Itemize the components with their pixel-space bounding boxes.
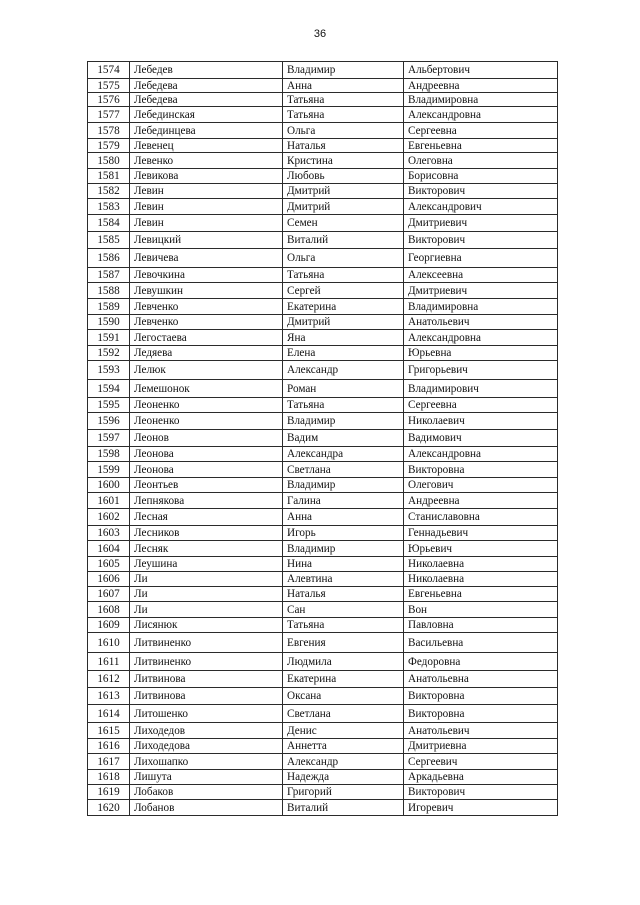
- table-row: [88, 153, 558, 169]
- surname-cell: Лебединцева: [130, 123, 283, 139]
- surname-cell: Лебединская: [130, 107, 283, 123]
- first-name-cell: Татьяна: [283, 107, 404, 123]
- table-row: [88, 618, 558, 633]
- patronymic-cell: Федоровна: [404, 653, 558, 671]
- first-name-cell: Евгения: [283, 633, 404, 653]
- surname-cell: Лемешонок: [130, 380, 283, 398]
- first-name-cell: Владимир: [283, 413, 404, 430]
- first-name-cell: Кристина: [283, 153, 404, 169]
- first-name-cell: Елена: [283, 346, 404, 361]
- registry-number-cell: 1610: [88, 633, 130, 653]
- first-name-cell: Ольга: [283, 249, 404, 268]
- patronymic-cell: Юрьевна: [404, 346, 558, 361]
- registry-number-cell: 1579: [88, 139, 130, 153]
- surname-cell: Лебедева: [130, 93, 283, 107]
- table-row: [88, 413, 558, 430]
- registry-number-cell: 1617: [88, 754, 130, 770]
- table-row: [88, 754, 558, 770]
- surname-cell: Лобанов: [130, 800, 283, 816]
- surname-cell: Литвиненко: [130, 633, 283, 653]
- first-name-cell: Игорь: [283, 526, 404, 541]
- registry-number-cell: 1614: [88, 705, 130, 723]
- table-row: [88, 526, 558, 541]
- registry-number-cell: 1583: [88, 199, 130, 215]
- registry-number-cell: 1581: [88, 169, 130, 184]
- surname-cell: Леонов: [130, 430, 283, 447]
- patronymic-cell: Павловна: [404, 618, 558, 633]
- table-row: [88, 541, 558, 557]
- registry-number-cell: 1611: [88, 653, 130, 671]
- table-row: [88, 462, 558, 478]
- first-name-cell: Роман: [283, 380, 404, 398]
- surname-cell: Лебедев: [130, 62, 283, 79]
- patronymic-cell: Григорьевич: [404, 361, 558, 380]
- patronymic-cell: Андреевна: [404, 493, 558, 509]
- registry-number-cell: 1590: [88, 315, 130, 330]
- registry-number-cell: 1620: [88, 800, 130, 816]
- surname-cell: Левин: [130, 215, 283, 232]
- first-name-cell: Нина: [283, 557, 404, 572]
- patronymic-cell: Александровна: [404, 330, 558, 346]
- surname-cell: Лесняк: [130, 541, 283, 557]
- table-row: [88, 79, 558, 93]
- patronymic-cell: Николаевна: [404, 572, 558, 587]
- surname-cell: Ли: [130, 587, 283, 602]
- registry-number-cell: 1607: [88, 587, 130, 602]
- first-name-cell: Ольга: [283, 123, 404, 139]
- patronymic-cell: Юрьевич: [404, 541, 558, 557]
- registry-number-cell: 1605: [88, 557, 130, 572]
- table-row: [88, 723, 558, 739]
- first-name-cell: Денис: [283, 723, 404, 739]
- registry-number-cell: 1601: [88, 493, 130, 509]
- surname-cell: Лесников: [130, 526, 283, 541]
- patronymic-cell: Евгеньевна: [404, 139, 558, 153]
- registry-number-cell: 1608: [88, 602, 130, 618]
- patronymic-cell: Александровна: [404, 107, 558, 123]
- surname-cell: Лесная: [130, 509, 283, 526]
- registry-number-cell: 1615: [88, 723, 130, 739]
- registry-number-cell: 1587: [88, 268, 130, 283]
- surname-cell: Левин: [130, 199, 283, 215]
- patronymic-cell: Игоревич: [404, 800, 558, 816]
- registry-number-cell: 1577: [88, 107, 130, 123]
- surname-cell: Лелюк: [130, 361, 283, 380]
- table-row: [88, 346, 558, 361]
- patronymic-cell: Викторович: [404, 232, 558, 249]
- surname-cell: Левченко: [130, 315, 283, 330]
- first-name-cell: Татьяна: [283, 268, 404, 283]
- first-name-cell: Александр: [283, 361, 404, 380]
- patronymic-cell: Викторовна: [404, 705, 558, 723]
- surname-cell: Лобаков: [130, 785, 283, 800]
- first-name-cell: Яна: [283, 330, 404, 346]
- surname-cell: Леушина: [130, 557, 283, 572]
- patronymic-cell: Анатольевич: [404, 723, 558, 739]
- table-row: [88, 199, 558, 215]
- registry-number-cell: 1618: [88, 770, 130, 785]
- table-row: [88, 123, 558, 139]
- first-name-cell: Григорий: [283, 785, 404, 800]
- name-registry-table: [87, 61, 558, 816]
- patronymic-cell: Альбертович: [404, 62, 558, 79]
- table-row: [88, 430, 558, 447]
- registry-number-cell: 1603: [88, 526, 130, 541]
- patronymic-cell: Вон: [404, 602, 558, 618]
- registry-number-cell: 1612: [88, 671, 130, 688]
- first-name-cell: Сан: [283, 602, 404, 618]
- patronymic-cell: Александровна: [404, 447, 558, 462]
- table-row: [88, 249, 558, 268]
- table-row: [88, 800, 558, 816]
- registry-number-cell: 1576: [88, 93, 130, 107]
- registry-body: [88, 62, 558, 816]
- table-row: [88, 671, 558, 688]
- patronymic-cell: Николаевич: [404, 413, 558, 430]
- surname-cell: Леонова: [130, 462, 283, 478]
- registry-number-cell: 1586: [88, 249, 130, 268]
- first-name-cell: Екатерина: [283, 671, 404, 688]
- surname-cell: Лиходедова: [130, 739, 283, 754]
- patronymic-cell: Николаевна: [404, 557, 558, 572]
- table-row: [88, 705, 558, 723]
- first-name-cell: Галина: [283, 493, 404, 509]
- first-name-cell: Татьяна: [283, 618, 404, 633]
- patronymic-cell: Анатольевич: [404, 315, 558, 330]
- registry-number-cell: 1602: [88, 509, 130, 526]
- patronymic-cell: Викторовна: [404, 462, 558, 478]
- table-row: [88, 361, 558, 380]
- first-name-cell: Семен: [283, 215, 404, 232]
- first-name-cell: Александр: [283, 754, 404, 770]
- patronymic-cell: Владимирович: [404, 380, 558, 398]
- registry-number-cell: 1584: [88, 215, 130, 232]
- table-row: [88, 739, 558, 754]
- first-name-cell: Надежда: [283, 770, 404, 785]
- first-name-cell: Анна: [283, 509, 404, 526]
- first-name-cell: Татьяна: [283, 93, 404, 107]
- first-name-cell: Виталий: [283, 232, 404, 249]
- registry-number-cell: 1592: [88, 346, 130, 361]
- surname-cell: Литвиненко: [130, 653, 283, 671]
- registry-number-cell: 1578: [88, 123, 130, 139]
- table-row: [88, 315, 558, 330]
- table-row: [88, 169, 558, 184]
- first-name-cell: Татьяна: [283, 398, 404, 413]
- surname-cell: Леонова: [130, 447, 283, 462]
- surname-cell: Левицкий: [130, 232, 283, 249]
- first-name-cell: Любовь: [283, 169, 404, 184]
- patronymic-cell: Олеговна: [404, 153, 558, 169]
- table-row: [88, 770, 558, 785]
- registry-number-cell: 1616: [88, 739, 130, 754]
- registry-number-cell: 1604: [88, 541, 130, 557]
- patronymic-cell: Евгеньевна: [404, 587, 558, 602]
- table-row: [88, 232, 558, 249]
- first-name-cell: Владимир: [283, 541, 404, 557]
- surname-cell: Лебедева: [130, 79, 283, 93]
- table-row: [88, 93, 558, 107]
- patronymic-cell: Викторовна: [404, 688, 558, 705]
- registry-number-cell: 1594: [88, 380, 130, 398]
- registry-number-cell: 1600: [88, 478, 130, 493]
- table-row: [88, 283, 558, 299]
- surname-cell: Леонтьев: [130, 478, 283, 493]
- first-name-cell: Наталья: [283, 587, 404, 602]
- surname-cell: Лепнякова: [130, 493, 283, 509]
- surname-cell: Ли: [130, 572, 283, 587]
- registry-number-cell: 1597: [88, 430, 130, 447]
- first-name-cell: Алевтина: [283, 572, 404, 587]
- first-name-cell: Екатерина: [283, 299, 404, 315]
- registry-number-cell: 1598: [88, 447, 130, 462]
- patronymic-cell: Викторович: [404, 184, 558, 199]
- registry-number-cell: 1582: [88, 184, 130, 199]
- patronymic-cell: Викторович: [404, 785, 558, 800]
- table-row: [88, 380, 558, 398]
- patronymic-cell: Геннадьевич: [404, 526, 558, 541]
- registry-number-cell: 1609: [88, 618, 130, 633]
- table-row: [88, 398, 558, 413]
- surname-cell: Лисянюк: [130, 618, 283, 633]
- table-row: [88, 330, 558, 346]
- surname-cell: Левичева: [130, 249, 283, 268]
- patronymic-cell: Сергеевич: [404, 754, 558, 770]
- table-row: [88, 107, 558, 123]
- patronymic-cell: Алексеевна: [404, 268, 558, 283]
- surname-cell: Литвинова: [130, 688, 283, 705]
- table-row: [88, 184, 558, 199]
- table-row: [88, 633, 558, 653]
- patronymic-cell: Андреевна: [404, 79, 558, 93]
- registry-number-cell: 1580: [88, 153, 130, 169]
- surname-cell: Левин: [130, 184, 283, 199]
- patronymic-cell: Владимировна: [404, 93, 558, 107]
- patronymic-cell: Александрович: [404, 199, 558, 215]
- registry-number-cell: 1589: [88, 299, 130, 315]
- first-name-cell: Владимир: [283, 62, 404, 79]
- surname-cell: Литвинова: [130, 671, 283, 688]
- surname-cell: Левченко: [130, 299, 283, 315]
- patronymic-cell: Вадимович: [404, 430, 558, 447]
- table-row: [88, 602, 558, 618]
- surname-cell: Легостаева: [130, 330, 283, 346]
- first-name-cell: Анна: [283, 79, 404, 93]
- table-row: [88, 478, 558, 493]
- patronymic-cell: Георгиевна: [404, 249, 558, 268]
- table-row: [88, 447, 558, 462]
- patronymic-cell: Борисовна: [404, 169, 558, 184]
- table-row: [88, 509, 558, 526]
- registry-number-cell: 1613: [88, 688, 130, 705]
- surname-cell: Ледяева: [130, 346, 283, 361]
- registry-number-cell: 1588: [88, 283, 130, 299]
- patronymic-cell: Владимировна: [404, 299, 558, 315]
- patronymic-cell: Олегович: [404, 478, 558, 493]
- registry-number-cell: 1593: [88, 361, 130, 380]
- surname-cell: Леоненко: [130, 398, 283, 413]
- first-name-cell: Дмитрий: [283, 184, 404, 199]
- surname-cell: Ли: [130, 602, 283, 618]
- patronymic-cell: Аркадьевна: [404, 770, 558, 785]
- surname-cell: Леоненко: [130, 413, 283, 430]
- table-row: [88, 688, 558, 705]
- first-name-cell: Вадим: [283, 430, 404, 447]
- surname-cell: Левушкин: [130, 283, 283, 299]
- patronymic-cell: Дмитриевна: [404, 739, 558, 754]
- surname-cell: Левенко: [130, 153, 283, 169]
- patronymic-cell: Сергеевна: [404, 398, 558, 413]
- patronymic-cell: Анатольевна: [404, 671, 558, 688]
- surname-cell: Левикова: [130, 169, 283, 184]
- surname-cell: Лишута: [130, 770, 283, 785]
- registry-number-cell: 1606: [88, 572, 130, 587]
- first-name-cell: Оксана: [283, 688, 404, 705]
- registry-number-cell: 1585: [88, 232, 130, 249]
- patronymic-cell: Сергеевна: [404, 123, 558, 139]
- registry-number-cell: 1599: [88, 462, 130, 478]
- patronymic-cell: Дмитриевич: [404, 283, 558, 299]
- table-row: [88, 62, 558, 79]
- first-name-cell: Владимир: [283, 478, 404, 493]
- surname-cell: Левенец: [130, 139, 283, 153]
- table-row: [88, 587, 558, 602]
- table-row: [88, 572, 558, 587]
- first-name-cell: Виталий: [283, 800, 404, 816]
- registry-number-cell: 1619: [88, 785, 130, 800]
- table-row: [88, 268, 558, 283]
- surname-cell: Литошенко: [130, 705, 283, 723]
- first-name-cell: Аннетта: [283, 739, 404, 754]
- registry-number-cell: 1595: [88, 398, 130, 413]
- first-name-cell: Наталья: [283, 139, 404, 153]
- first-name-cell: Людмила: [283, 653, 404, 671]
- first-name-cell: Светлана: [283, 705, 404, 723]
- registry-number-cell: 1591: [88, 330, 130, 346]
- page-number: 36: [313, 28, 327, 40]
- first-name-cell: Дмитрий: [283, 199, 404, 215]
- patronymic-cell: Васильевна: [404, 633, 558, 653]
- table-row: [88, 557, 558, 572]
- table-row: [88, 493, 558, 509]
- table-row: [88, 299, 558, 315]
- surname-cell: Лиходедов: [130, 723, 283, 739]
- registry-number-cell: 1575: [88, 79, 130, 93]
- first-name-cell: Сергей: [283, 283, 404, 299]
- first-name-cell: Дмитрий: [283, 315, 404, 330]
- table-row: [88, 215, 558, 232]
- table-row: [88, 139, 558, 153]
- registry-number-cell: 1574: [88, 62, 130, 79]
- surname-cell: Лихошапко: [130, 754, 283, 770]
- registry-number-cell: 1596: [88, 413, 130, 430]
- table-row: [88, 785, 558, 800]
- first-name-cell: Александра: [283, 447, 404, 462]
- patronymic-cell: Станиславовна: [404, 509, 558, 526]
- first-name-cell: Светлана: [283, 462, 404, 478]
- table-row: [88, 653, 558, 671]
- patronymic-cell: Дмитриевич: [404, 215, 558, 232]
- surname-cell: Левочкина: [130, 268, 283, 283]
